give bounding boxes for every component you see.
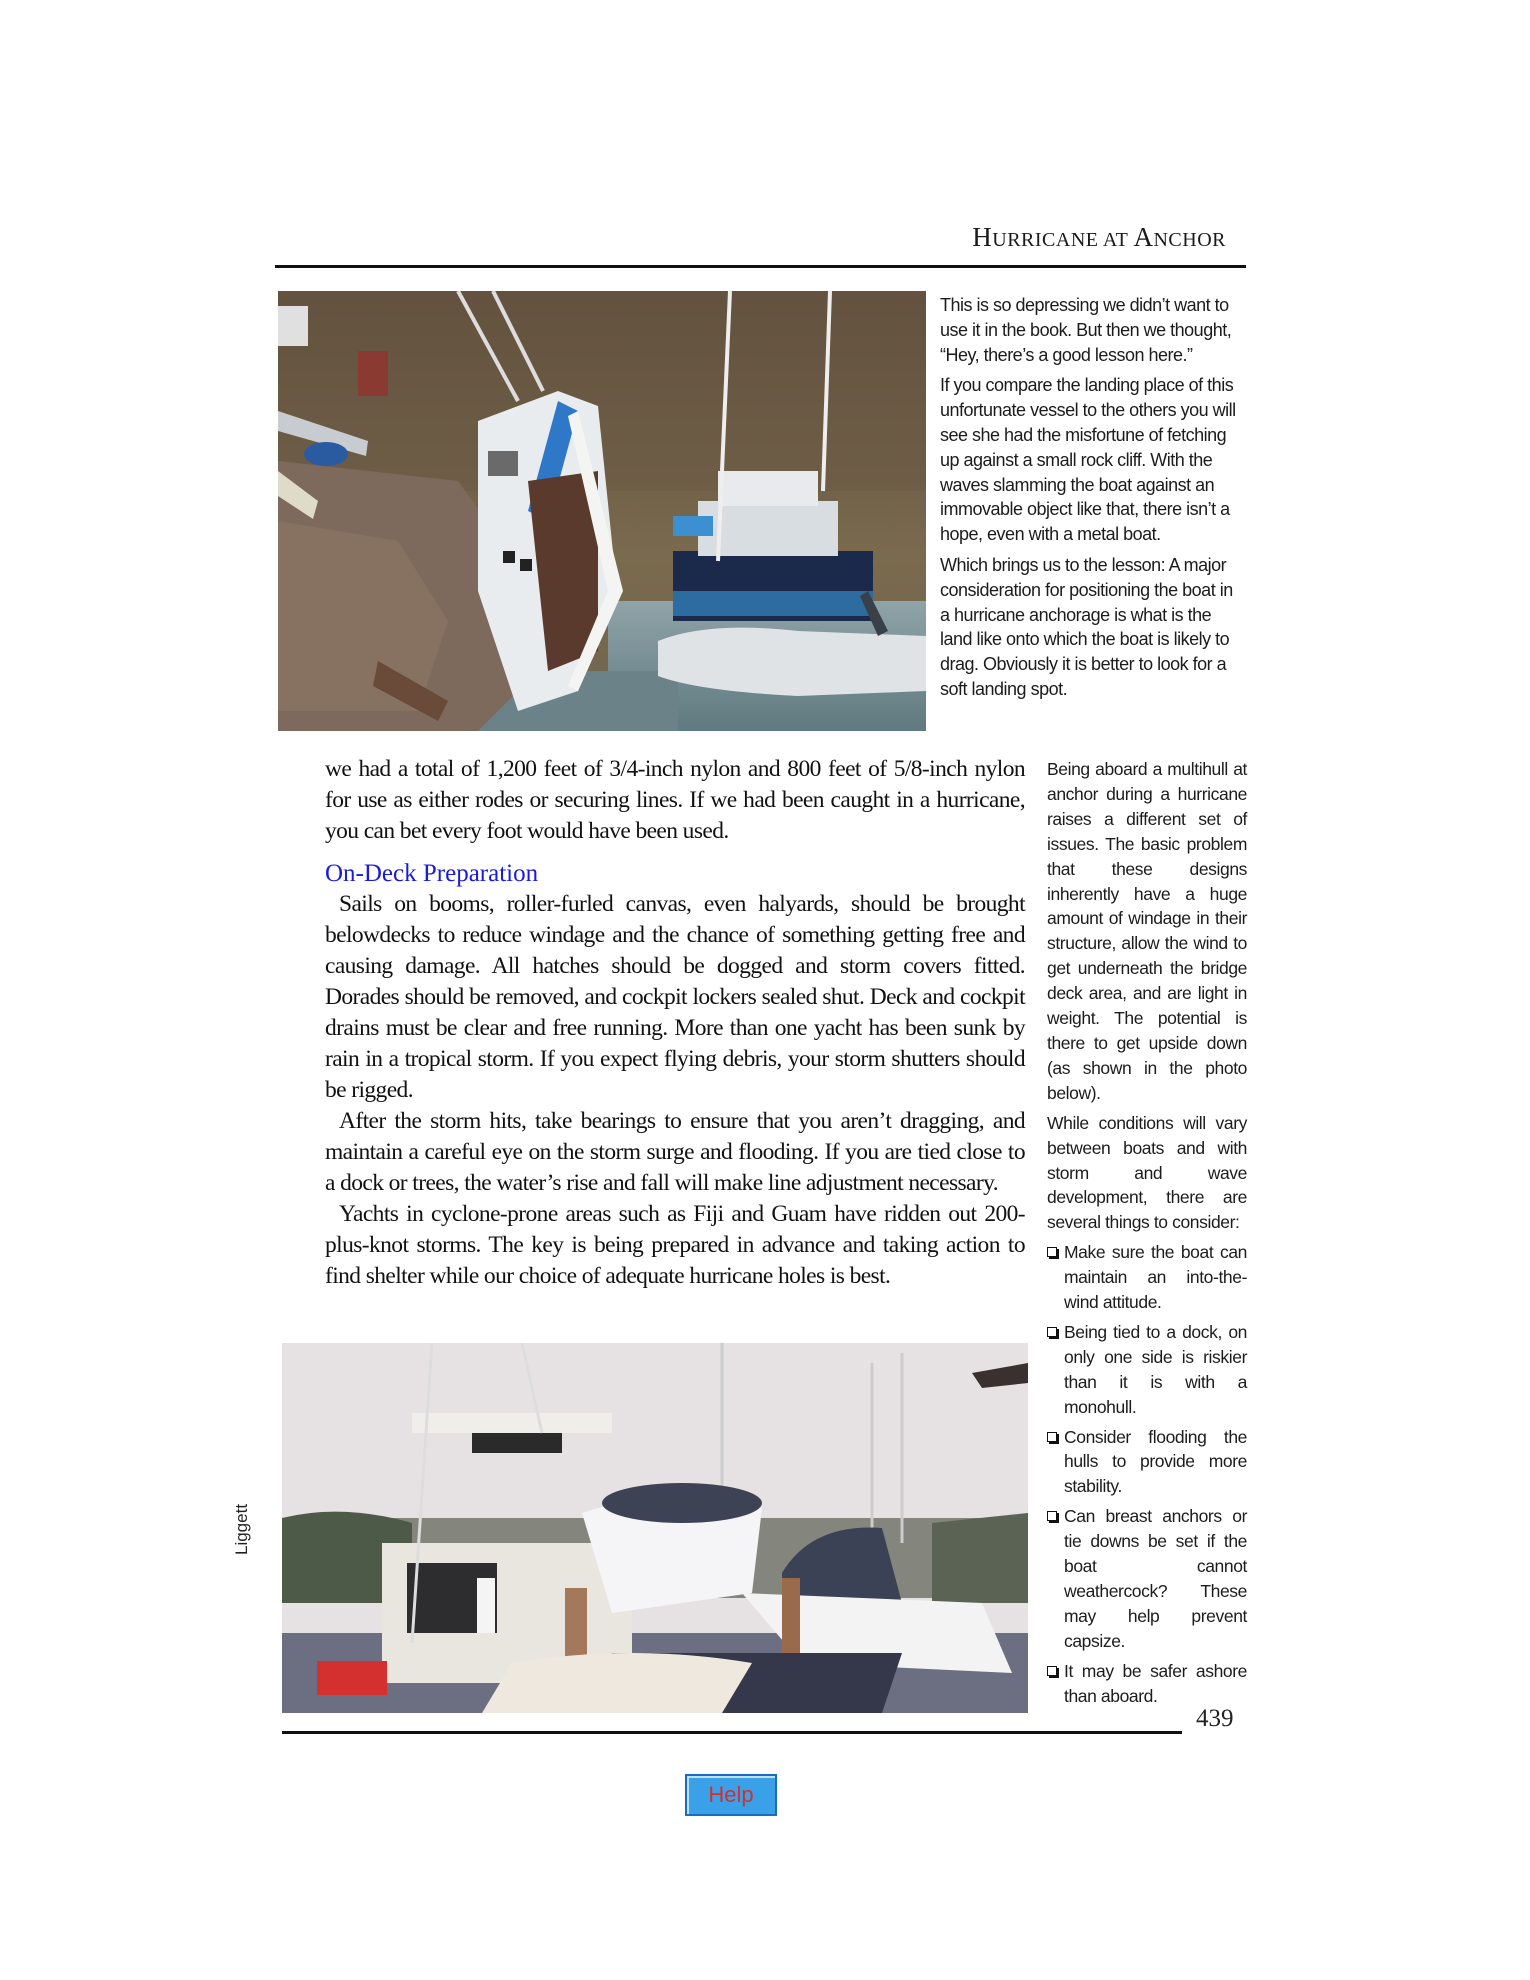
body-paragraph: After the storm hits, take bearings to ensure that you aren’t dragging, and maintain a careful eye on the storm surge and flooding. If you are tied close to a dock or trees, the water’s rise and fall will make line adjustment necessary. — [325, 1108, 1025, 1196]
checklist-item — [1047, 1425, 1247, 1500]
running-head-smallcaps: URRICANE AT — [992, 229, 1134, 251]
checklist-item — [1047, 1659, 1247, 1709]
checklist-item-text: It may be safer ashore than aboard. — [1064, 1660, 1247, 1706]
body-paragraph: Yachts in cyclone-prone areas such as Fiji and Guam have ridden out 200-plus-knot storms. The key is being prepared in advance and taking action to find shelter while our choice of adequate hurricane holes is best. — [325, 1201, 1025, 1289]
checklist-item — [1047, 1240, 1247, 1315]
multihull-sidebar — [1047, 757, 1247, 1714]
running-head-initial-2: A — [1133, 222, 1154, 252]
body-paragraph: we had a total of 1,200 feet of 3/4-inch nylon and 800 feet of 5/8-inch nylon for use as either rodes or securing lines. If we had been caught in a hurricane, you can bet every foot would have been used. — [325, 756, 1025, 844]
checklist-item-text: Consider flooding the hulls to provide more stability. — [1064, 1426, 1247, 1497]
photo-capsized-catamaran — [282, 1343, 1028, 1713]
help-button[interactable]: Help — [685, 1774, 777, 1816]
checklist-item — [1047, 1320, 1247, 1420]
checklist-item-text: Being tied to a dock, on only one side is riskier than it is with a monohull. — [1064, 1321, 1247, 1417]
section-heading: On-Deck Preparation — [325, 860, 539, 887]
checklist-item — [1047, 1504, 1247, 1653]
header-rule — [275, 265, 1246, 268]
checklist — [1047, 1240, 1247, 1708]
checklist-item-text: Make sure the boat can maintain an into-the-wind attitude. — [1064, 1242, 1247, 1313]
caption-paragraph: If you compare the landing place of this unfortunate vessel to the others you will see she had the misfortune of fetching up against a small rock cliff. With the waves slamming the boat against an immovable object like that, there isn’t a hope, even with a metal boat. — [940, 375, 1236, 545]
caption-paragraph: Which brings us to the lesson: A major consideration for positioning the boat in a hurricane anchorage is what is the land like onto which the boat is likely to drag. Obviously it is better to look for a soft landing spot. — [940, 554, 1233, 699]
checklist-item-text: Can breast anchors or tie downs be set if the boat cannot weathercock? These may help prevent capsize. — [1064, 1506, 1247, 1651]
photo-wrecked-sailboat — [278, 291, 926, 731]
photo-caption — [940, 293, 1245, 708]
checkbox-bullet-icon — [1047, 1432, 1057, 1442]
caption-paragraph: This is so depressing we didn’t want to use it in the book. But then we thought, “Hey, there’s a good lesson here.” — [940, 295, 1232, 365]
checkbox-bullet-icon — [1047, 1511, 1057, 1521]
body-paragraph: Sails on booms, roller-furled canvas, even halyards, should be brought belowdecks to reduce windage and the chance of something getting free and causing damage. All hatches should be dogged and storm covers fitted. Dorades should be removed, and cockpit lockers sealed shut. Deck and cockpit drains must be clear and free running. More than one yacht has been sunk by rain in a tropical storm. If you expect flying debris, your storm shutters should be rigged. — [325, 891, 1025, 1103]
capsized-catamaran-image — [282, 1343, 1028, 1713]
sidebar-paragraph: While conditions will vary between boats and with storm and wave development, there are several things to consider: — [1047, 1112, 1247, 1233]
page-number: 439 — [1196, 1705, 1234, 1732]
footer-rule — [282, 1731, 1182, 1734]
running-head-initial: H — [972, 222, 993, 252]
author-tab: Liggett — [232, 1503, 251, 1555]
checkbox-bullet-icon — [1047, 1247, 1057, 1257]
running-head-smallcaps-2: NCHOR — [1153, 229, 1226, 251]
checkbox-bullet-icon — [1047, 1327, 1057, 1337]
sidebar-paragraph: Being aboard a multihull at anchor during a hurricane raises a different set of issues. The basic problem that these designs inherently have a huge amount of windage in their structure, allow the wind to get underneath the bridge deck area, and are light in weight. The potential is there to get upside down (as shown in the photo below). — [1047, 759, 1247, 1103]
main-text-column — [325, 754, 1025, 1292]
running-head — [926, 222, 1226, 253]
wrecked-sailboat-image — [278, 291, 926, 731]
checkbox-bullet-icon — [1047, 1666, 1057, 1676]
